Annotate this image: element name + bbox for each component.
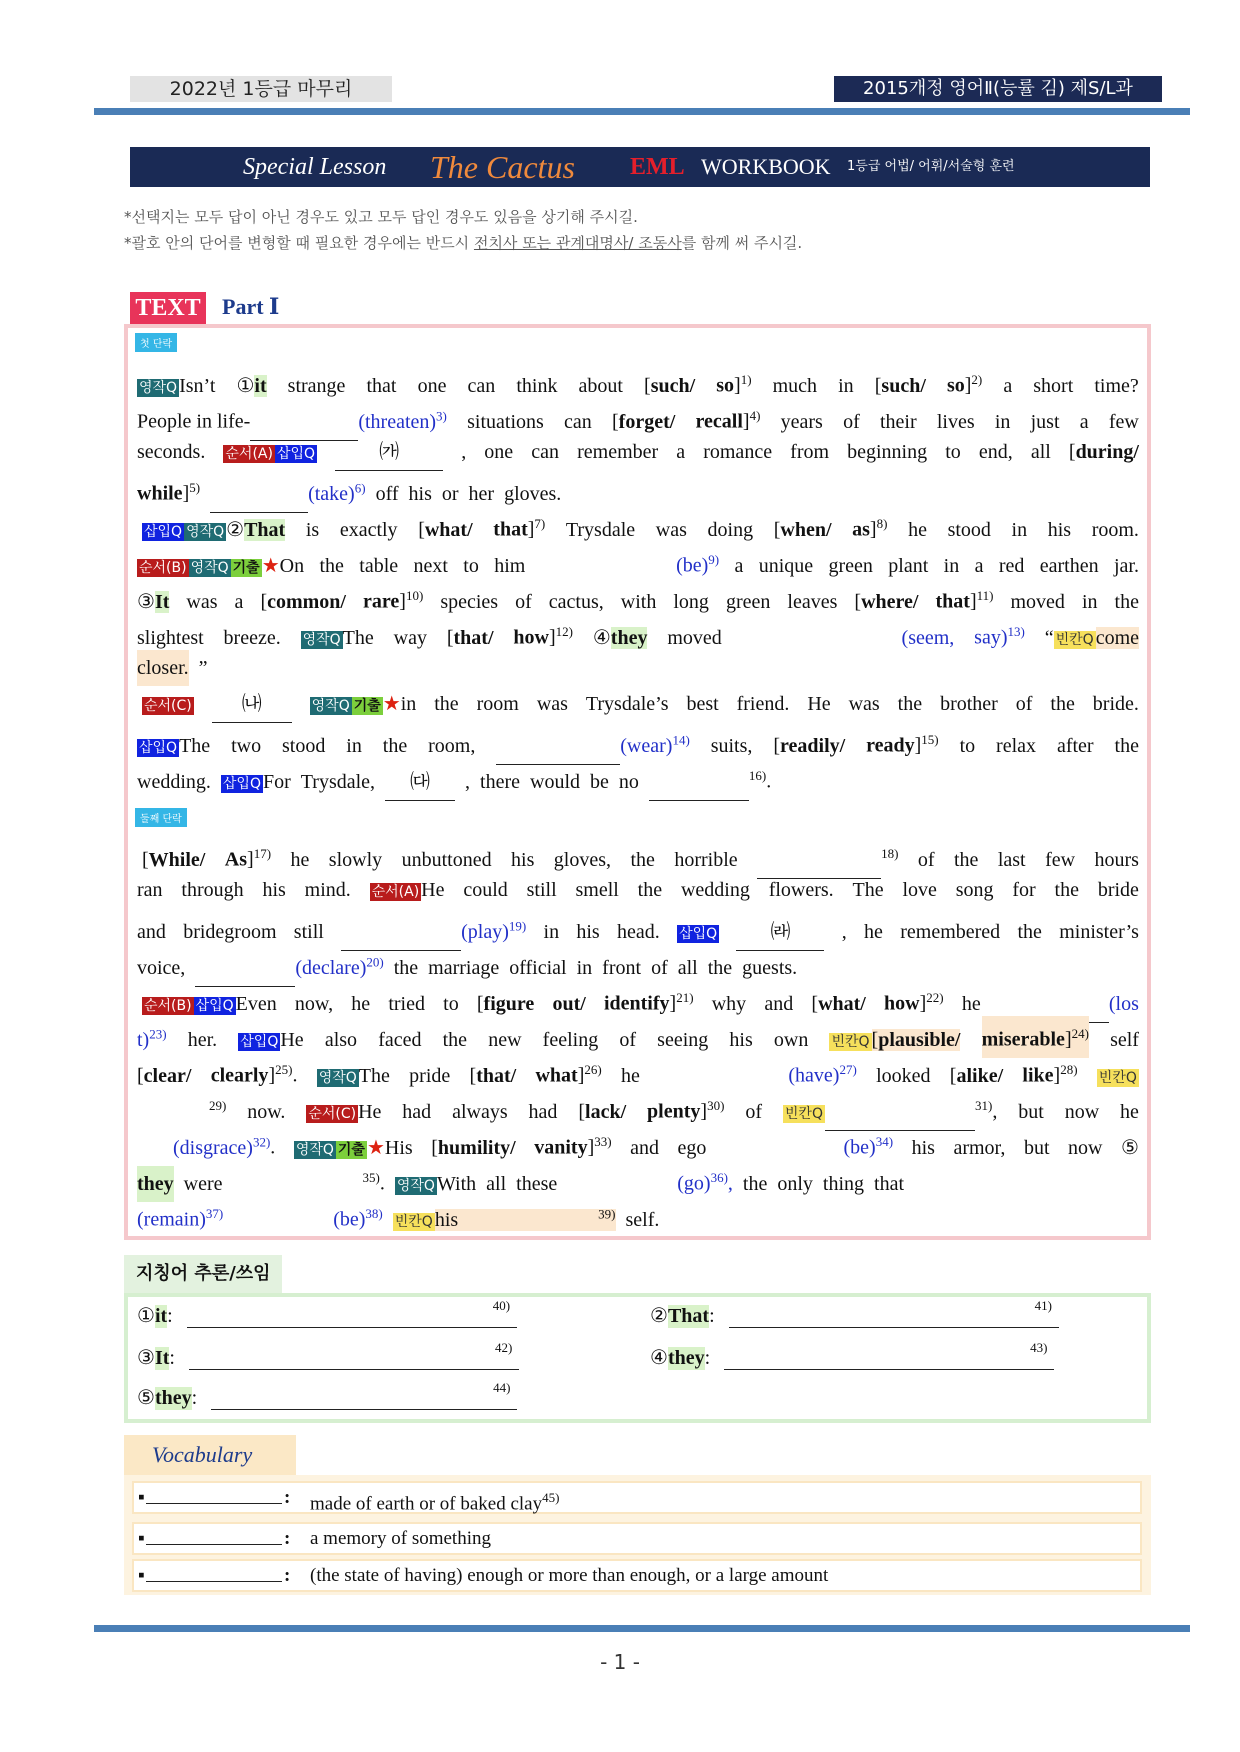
reference-item-2: ② That : 41): [650, 1303, 1052, 1328]
page-number: - 1 -: [600, 1650, 640, 1674]
lesson-label: Special Lesson: [243, 154, 387, 180]
answer-blank[interactable]: [187, 1305, 517, 1328]
footer-rule: [94, 1625, 1190, 1632]
text-line-11: 삽입Q The two stood in the room, (wear)$^{14)}$ suits, [readily/ ready]$^{15)}$ to relax after the: [137, 722, 1139, 758]
vocab-item-1: ▪ : made of earth or of baked clay$^{45)}$: [132, 1481, 1142, 1514]
text-line-1: 영작Q Isn’t ①it strange that one can think about [such/ so]$^{1)}$ much in [such/ so]$^{2)}$ a short time?: [139, 372, 1139, 397]
para-label-1: 첫 단락: [135, 333, 177, 352]
text-line-17: 순서(B) 삽입Q Even now, he tried to [figure out/ identify]$^{21)}$ why and [what/ how]$^{22)}$ he (los: [137, 980, 1139, 1016]
reference-item-3: ③ It : 42): [137, 1345, 512, 1370]
text-line-22: they were $^{35)}$. 영작Q With all these (go)$^{36)}$, the only thing that: [137, 1160, 1139, 1196]
lesson-title: The Cactus: [430, 149, 575, 185]
answer-blank[interactable]: [724, 1347, 1054, 1370]
para-label-2: 둘째 단락: [135, 808, 187, 827]
text-tag: TEXT: [130, 292, 206, 324]
text-line-6: 순서(B) 영작Q 기출 ★On the table next to him (be)$^{9)}$ a unique green plant in a red earthen jar.: [139, 552, 1139, 577]
text-line-12: wedding. 삽입Q For Trysdale, ㈐ , there would be no $^{16)}$.: [137, 758, 1139, 794]
answer-blank[interactable]: [189, 1347, 519, 1370]
header-left-label: 2022년 1등급 마무리: [130, 76, 392, 102]
vocabulary-box: [124, 1475, 1151, 1595]
text-line-18: t)$^{23)}$ her. 삽입Q He also faced the new feeling of seeing his own 빈칸Q [plausible/ miserable]$^{24)}$ self: [137, 1016, 1139, 1052]
workbook-subtitle: 1등급 어법/ 어휘/서술형 훈련: [847, 159, 1015, 174]
reference-item-5: ⑤ they : 44): [137, 1385, 511, 1410]
text-line-8: slightest breeze. 영작Q The way [that/ how]$^{12)}$ ④they moved (seem, say)$^{13)}$ “ 빈칸Q come: [137, 624, 1139, 649]
text-line-9: closer. ”: [137, 650, 1139, 686]
brand-label: EML: [630, 154, 685, 180]
reference-item-1: ① it : 40): [137, 1303, 510, 1328]
text-line-4: while]$^{5)}$ (take)$^{6)}$ off his or her gloves.: [137, 470, 1139, 506]
vocab-answer-blank[interactable]: [146, 1581, 282, 1582]
text-line-3: seconds. 순서(A) 삽입Q ㈎ , one can remember a romance from beginning to end, all [during/: [137, 434, 1139, 470]
header-right-label: 2015개정 영어Ⅱ(능률 김) 제S/L과: [834, 76, 1162, 102]
vocab-answer-blank[interactable]: [146, 1503, 282, 1504]
text-line-21: (disgrace)$^{32)}$. 영작Q 기출 ★His [humility/ vanity]$^{33)}$ and ego (be)$^{34)}$ his armor, but now ⑤: [137, 1124, 1139, 1160]
text-line-5: 삽입Q 영작Q ②That is exactly [what/ that]$^{7)}$ Trysdale was doing [when/ as]$^{8)}$ he stood in his room.: [144, 516, 1139, 541]
workbook-label: WORKBOOK: [701, 154, 831, 179]
reference-section-title: 지칭어 추론/쓰임: [124, 1255, 282, 1293]
text-line-13: [While/ As]$^{17)}$ he slowly unbuttoned his gloves, the horrible $^{18)}$ of the last few hours: [137, 836, 1139, 872]
text-line-19: [clear/ clearly]$^{25)}$. 영작Q The pride [that/ what]$^{26)}$ he (have)$^{27)}$ looked [alike/ like]$^{28)}$ 빈칸Q: [137, 1062, 1137, 1087]
text-line-2: People in life- (threaten)$^{3)}$ situations can [forget/ recall]$^{4)}$ years of their lives in just a few: [137, 398, 1139, 434]
text-line-10: 순서(C) ㈏ 영작Q 기출 ★in the room was Trysdale’s best friend. He was the brother of the bride.: [137, 686, 1139, 722]
text-part-label: Part Ⅰ: [222, 294, 280, 319]
text-line-7: ③It was a [common/ rare]$^{10)}$ species of cactus, with long green leaves [where/ that]$^{11)}$ moved in the: [137, 588, 1139, 613]
answer-blank[interactable]: [211, 1387, 517, 1410]
text-line-15: and bridegroom still (play)$^{19)}$ in his head. 삽입Q ㈑ , he remembered the minister’s: [137, 908, 1139, 944]
header-rule: [94, 108, 1190, 115]
text-line-16: voice, (declare)$^{20)}$ the marriage official in front of all the guests.: [137, 944, 1139, 980]
vocab-item-3: ▪ : (the state of having) enough or more than enough, or a large amount: [132, 1559, 1142, 1592]
vocabulary-title: Vocabulary: [124, 1435, 296, 1475]
text-line-14: ran through his mind. 순서(A) He could still smell the wedding flowers. The love song for the bride: [137, 879, 1139, 901]
title-bar: [130, 147, 1150, 187]
answer-blank[interactable]: [729, 1305, 1059, 1328]
note-2: *괄호 안의 단어를 변형할 때 필요한 경우에는 반드시 전치사 또는 관계대명사/ 조동사를 함께 써 주시길.: [124, 234, 803, 252]
note-1: *선택지는 모두 답이 아닌 경우도 있고 모두 답인 경우도 있음을 상기해 주시길.: [124, 208, 638, 226]
text-line-23: (remain)$^{37)}$ (be)$^{38)}$ 빈칸Q his $^{39)}$ self.: [137, 1206, 660, 1231]
vocab-item-2: ▪ : a memory of something: [132, 1522, 1142, 1555]
text-line-20: $^{29)}$ now. 순서(C) He had always had [lack/ plenty]$^{30)}$ of 빈칸Q $^{31)}$, but now he: [137, 1088, 1139, 1124]
vocab-answer-blank[interactable]: [146, 1544, 282, 1545]
reference-item-4: ④ they : 43): [650, 1345, 1048, 1370]
